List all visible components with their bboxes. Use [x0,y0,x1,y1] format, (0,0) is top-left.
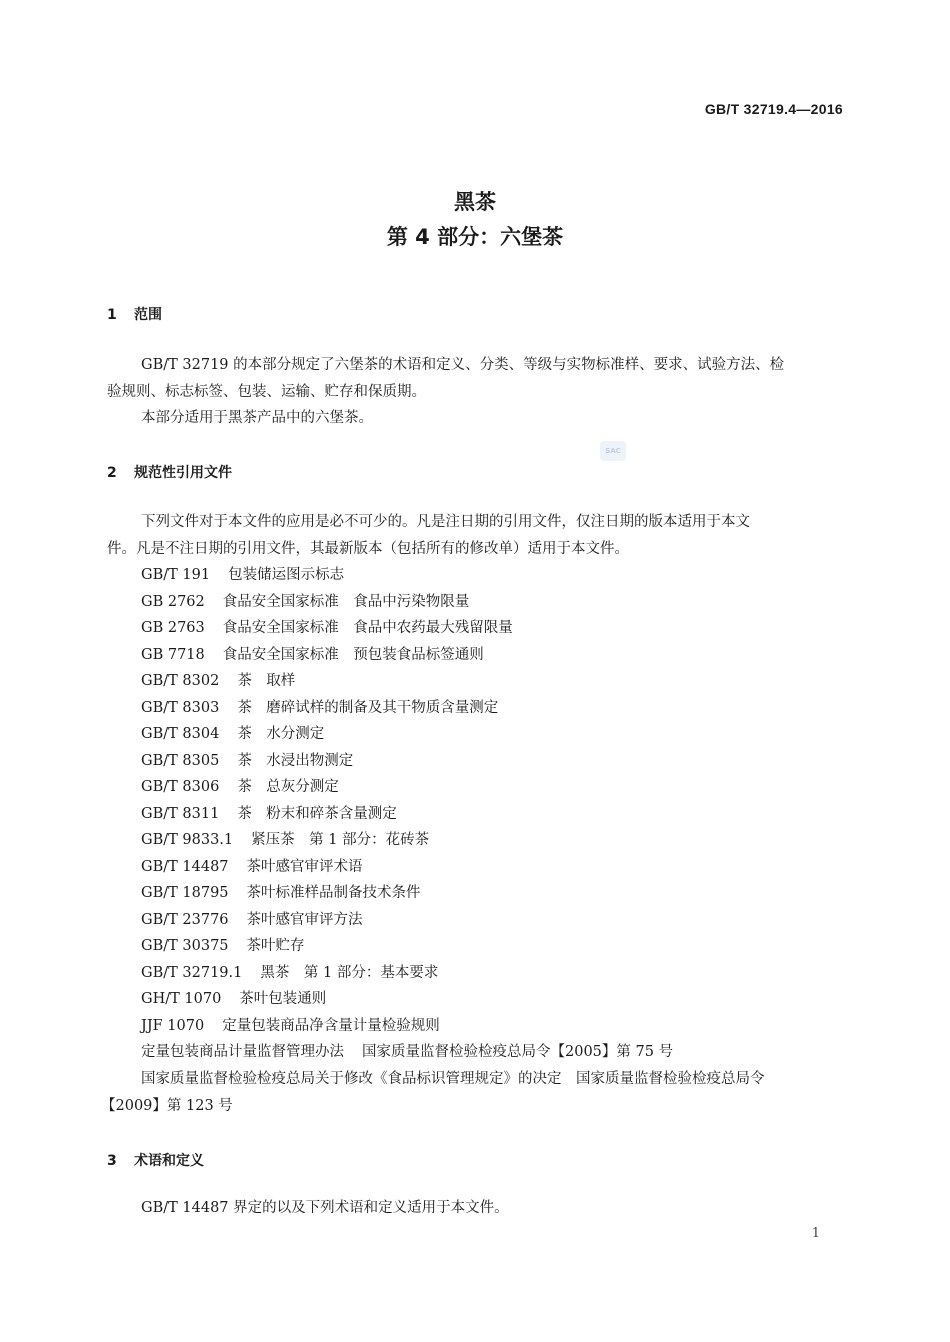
paragraph-line: 验规则、标志标签、包装、运输、贮存和保质期。 [107,383,426,400]
reference-code: GB/T 8302 [141,673,220,689]
reference-title: 食品安全国家标准 食品中污染物限量 [222,593,470,610]
scope-applicability: 本部分适用于黑茶产品中的六堡茶。 [141,410,373,426]
reference-title: 茶 总灰分测定 [237,779,339,795]
reference-item [141,986,673,1013]
reference-code: 定量包装商品计量监督管理办法 [141,1044,344,1060]
section-title: 规范性引用文件 [134,465,232,481]
reference-title: 茶叶包装通则 [239,991,327,1007]
reference-code: GB/T 8305 [141,752,220,769]
terms-paragraph: GB/T 14487 界定的以及下列术语和定义适用于本文件。 [141,1200,509,1216]
reference-code: GB/T 14487 [141,858,229,875]
reference-code: GB/T 32719.1 [141,964,243,981]
page-number: 1 [811,1226,820,1241]
reference-code: GB/T 8306 [141,779,220,795]
section-title: 术语和定义 [134,1153,204,1169]
reference-list [141,562,673,1066]
reference-item [141,801,673,828]
reference-item [141,774,673,801]
section-number: 2 [107,465,117,481]
reference-title: 食品安全国家标准 食品中农药最大残留限量 [222,620,513,636]
reference-code: GB/T 23776 [141,911,229,928]
reference-code: GB/T 18795 [141,885,229,901]
reference-title: 茶叶标准样品制备技术条件 [246,885,421,901]
paragraph-line: 件。凡是不注日期的引用文件，其最新版本（包括所有的修改单）适用于本文件。 [107,540,629,557]
reference-title: 茶 水分测定 [237,726,325,742]
reference-item [141,721,673,748]
reference-item [141,854,673,881]
reference-title: 茶叶感官审评方法 [246,911,363,928]
paragraph-line: 国家质量监督检验检疫总局关于修改《食品标识管理规定》的决定 国家质量监督检验检疫总局令 [141,1071,765,1087]
reference-item [141,827,673,854]
reference-title: 黑茶 第 1 部分：基本要求 [260,964,439,981]
reference-title: 国家质量监督检验检疫总局令【2005】第 75 号 [362,1044,674,1060]
reference-title: 包装储运图示标志 [228,567,345,583]
scope-paragraph [107,352,843,405]
section-title: 范围 [134,307,162,323]
reference-title: 茶 取样 [237,673,296,689]
reference-code: GB/T 9833.1 [141,832,234,848]
reference-code: GB/T 30375 [141,938,229,954]
reference-item [141,615,673,642]
section-heading-normative-refs [107,462,232,482]
doc-subtitle: 第 4 部分：六堡茶 [386,225,564,249]
reference-item [141,642,673,669]
reference-title: 茶叶感官审评术语 [246,858,363,875]
reference-item [141,562,673,589]
reference-item-multiline [101,1066,843,1119]
reference-code: JJF 1070 [141,1017,205,1034]
reference-title: 茶 粉末和碎茶含量测定 [237,805,397,822]
reference-title: 食品安全国家标准 预包装食品标签通则 [222,646,484,663]
reference-title: 茶 磨碎试样的制备及其干物质含量测定 [237,699,499,716]
reference-code: GB 2763 [141,620,205,636]
reference-item [141,668,673,695]
reference-item [141,960,673,987]
reference-item [141,907,673,934]
reference-item [141,880,673,907]
reference-title: 茶 水浸出物测定 [237,752,354,769]
reference-title: 定量包装商品净含量计量检验规则 [222,1017,440,1034]
reference-code: GH/T 1070 [141,991,222,1007]
paragraph-line: GB/T 32719 的本部分规定了六堡茶的术语和定义、分类、等级与实物标准样、要求、试验方法、检 [141,357,785,373]
reference-item [141,748,673,775]
reference-code: GB 2762 [141,593,205,610]
reference-code: GB 7718 [141,646,205,663]
paragraph-line: 下列文件对于本文件的应用是必不可少的。凡是注日期的引用文件，仅注日期的版本适用于本文 [141,514,750,530]
reference-code: GB/T 191 [141,567,211,583]
standard-code: GB/T 32719.4—2016 [704,101,843,117]
doc-title: 黑茶 [454,190,496,214]
section-heading-terms [107,1150,204,1170]
section-heading-scope [107,304,162,324]
reference-title: 茶叶贮存 [246,938,305,954]
reference-title: 紧压茶 第 1 部分：花砖茶 [251,832,430,848]
paragraph-line: 【2009】第 123 号 [101,1097,233,1114]
reference-code: GB/T 8304 [141,726,220,742]
reference-item [141,1039,673,1066]
section-number: 3 [107,1153,117,1169]
normative-refs-paragraph [107,509,843,562]
reference-code: GB/T 8303 [141,699,220,716]
sac-watermark-logo: SAC [600,441,626,461]
reference-item [141,695,673,722]
reference-item [141,933,673,960]
reference-code: GB/T 8311 [141,805,220,822]
reference-item [141,1013,673,1040]
reference-item [141,589,673,616]
section-number: 1 [107,307,117,323]
